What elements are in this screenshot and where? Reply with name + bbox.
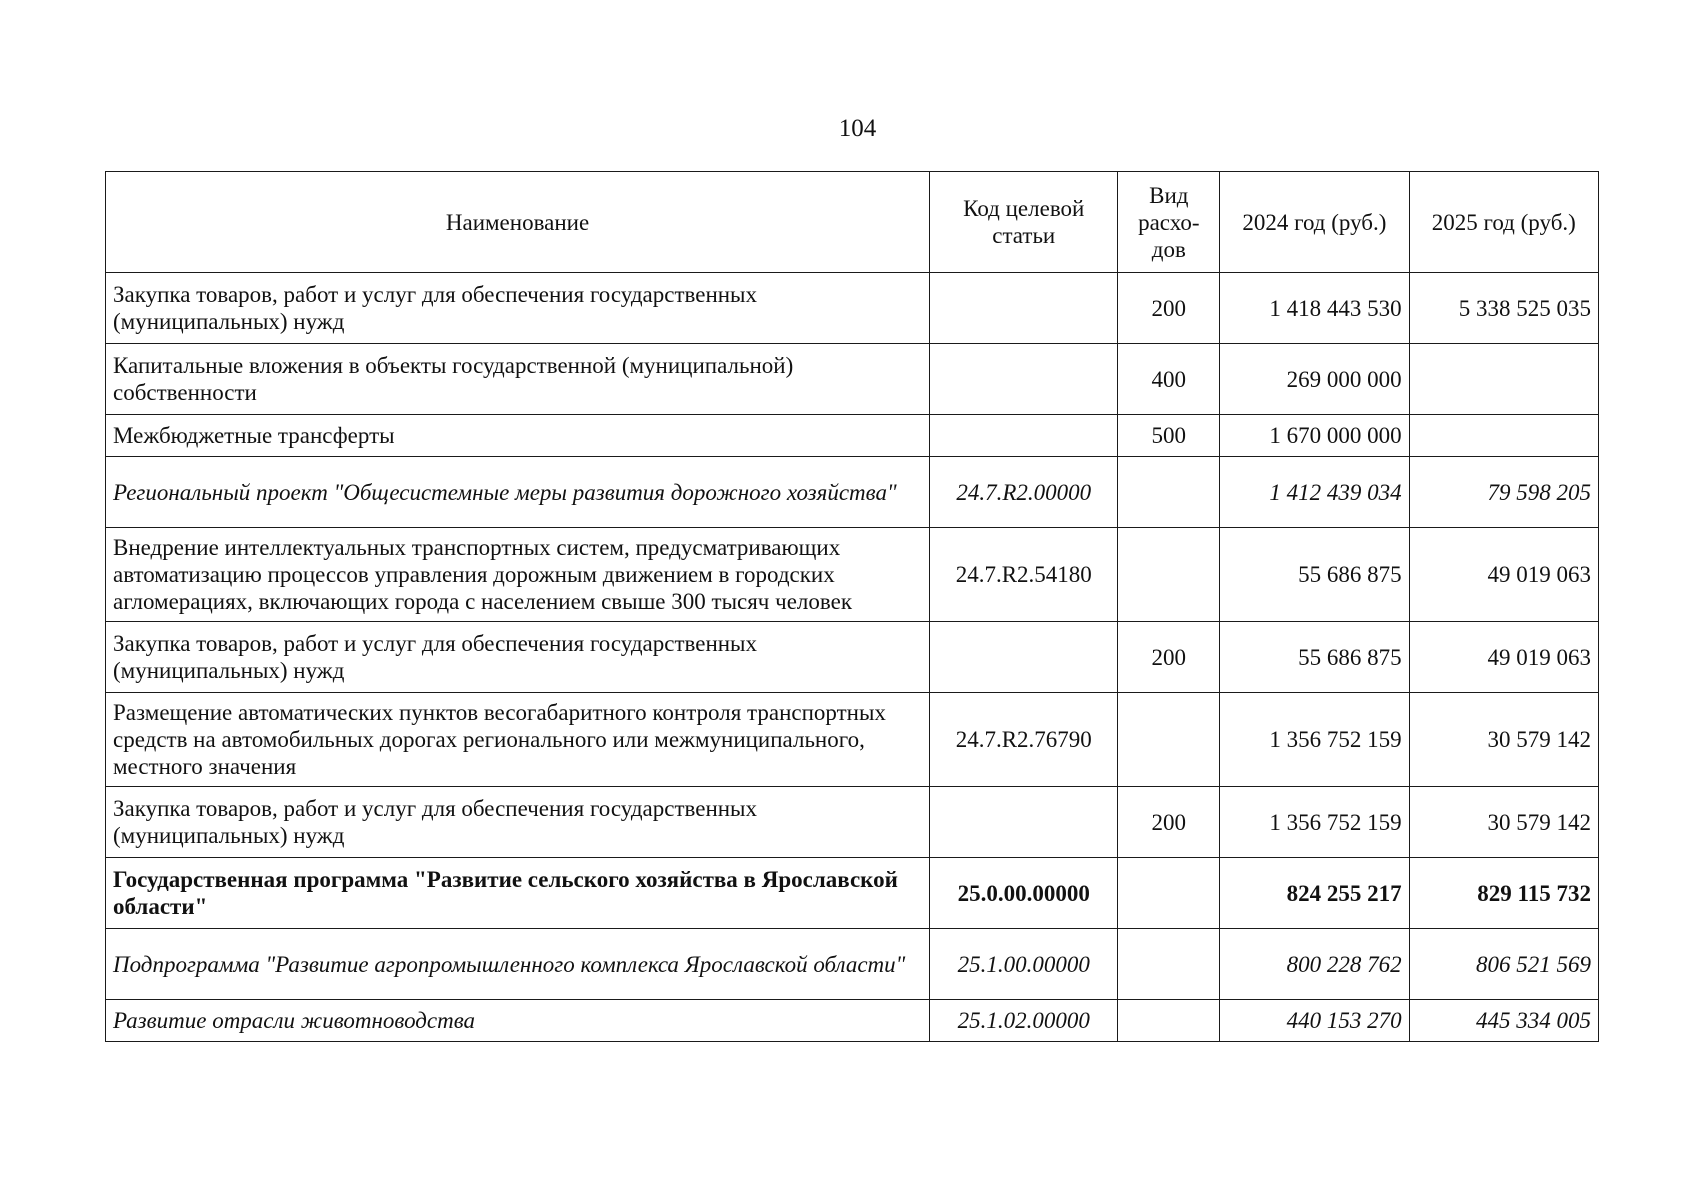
row-name: Внедрение интеллектуальных транспортных систем, предусматривающих автоматизацию процессов управления дорожным движением в городских агломерациях, включающих города с населением свыше 300 тысяч человек — [106, 528, 930, 622]
row-name: Межбюджетные трансферты — [106, 415, 930, 457]
table-row — [106, 693, 1599, 787]
row-code — [930, 787, 1118, 858]
table-row — [106, 1000, 1599, 1042]
row-kind: 500 — [1118, 415, 1220, 457]
row-name: Подпрограмма "Развитие агропромышленного комплекса Ярославской области" — [106, 929, 930, 1000]
table-row — [106, 929, 1599, 1000]
row-kind — [1118, 693, 1220, 787]
row-code — [930, 622, 1118, 693]
row-2024: 800 228 762 — [1220, 929, 1409, 1000]
row-kind — [1118, 457, 1220, 528]
row-kind: 400 — [1118, 344, 1220, 415]
row-code: 24.7.R2.00000 — [930, 457, 1118, 528]
row-2025: 445 334 005 — [1409, 1000, 1598, 1042]
row-2025 — [1409, 344, 1598, 415]
table-row — [106, 622, 1599, 693]
header-code: Код целевой статьи — [930, 172, 1118, 273]
header-name: Наименование — [106, 172, 930, 273]
table-row — [106, 344, 1599, 415]
table-row — [106, 415, 1599, 457]
row-2024: 55 686 875 — [1220, 622, 1409, 693]
row-kind — [1118, 929, 1220, 1000]
row-name: Государственная программа "Развитие сельского хозяйства в Ярославской области" — [106, 858, 930, 929]
row-2024: 1 670 000 000 — [1220, 415, 1409, 457]
row-kind: 200 — [1118, 622, 1220, 693]
row-name: Закупка товаров, работ и услуг для обеспечения государственных (муниципальных) нужд — [106, 622, 930, 693]
row-2025: 806 521 569 — [1409, 929, 1598, 1000]
row-2024: 824 255 217 — [1220, 858, 1409, 929]
row-code: 25.1.00.00000 — [930, 929, 1118, 1000]
row-2025: 79 598 205 — [1409, 457, 1598, 528]
budget-table — [105, 171, 1599, 1042]
row-kind — [1118, 1000, 1220, 1042]
header-kind: Вид расхо-дов — [1118, 172, 1220, 273]
row-name: Размещение автоматических пунктов весогабаритного контроля транспортных средств на автомобильных дорогах регионального или межмуниципального, местного значения — [106, 693, 930, 787]
table-row — [106, 273, 1599, 344]
row-code: 24.7.R2.54180 — [930, 528, 1118, 622]
row-2025 — [1409, 415, 1598, 457]
row-kind: 200 — [1118, 273, 1220, 344]
table-header-row — [106, 172, 1599, 273]
row-2024: 1 356 752 159 — [1220, 787, 1409, 858]
row-2025: 5 338 525 035 — [1409, 273, 1598, 344]
row-2024: 55 686 875 — [1220, 528, 1409, 622]
row-name: Закупка товаров, работ и услуг для обеспечения государственных (муниципальных) нужд — [106, 273, 930, 344]
table-row — [106, 787, 1599, 858]
row-2024: 269 000 000 — [1220, 344, 1409, 415]
row-2024: 1 356 752 159 — [1220, 693, 1409, 787]
row-kind — [1118, 528, 1220, 622]
page-number: 104 — [838, 115, 877, 142]
row-2025: 49 019 063 — [1409, 528, 1598, 622]
row-code: 25.0.00.00000 — [930, 858, 1118, 929]
header-2024: 2024 год (руб.) — [1220, 172, 1409, 273]
table-row — [106, 457, 1599, 528]
row-name: Развитие отрасли животноводства — [106, 1000, 930, 1042]
table-row — [106, 858, 1599, 929]
row-code — [930, 344, 1118, 415]
row-name: Закупка товаров, работ и услуг для обеспечения государственных (муниципальных) нужд — [106, 787, 930, 858]
header-2025: 2025 год (руб.) — [1409, 172, 1598, 273]
row-2025: 829 115 732 — [1409, 858, 1598, 929]
row-2024: 1 418 443 530 — [1220, 273, 1409, 344]
row-2025: 30 579 142 — [1409, 693, 1598, 787]
row-kind: 200 — [1118, 787, 1220, 858]
table-row — [106, 528, 1599, 622]
row-2024: 440 153 270 — [1220, 1000, 1409, 1042]
row-code — [930, 273, 1118, 344]
row-code: 25.1.02.00000 — [930, 1000, 1118, 1042]
row-name: Региональный проект "Общесистемные меры развития дорожного хозяйства" — [106, 457, 930, 528]
row-2024: 1 412 439 034 — [1220, 457, 1409, 528]
row-code — [930, 415, 1118, 457]
row-2025: 30 579 142 — [1409, 787, 1598, 858]
row-2025: 49 019 063 — [1409, 622, 1598, 693]
row-kind — [1118, 858, 1220, 929]
row-code: 24.7.R2.76790 — [930, 693, 1118, 787]
row-name: Капитальные вложения в объекты государственной (муниципальной) собственности — [106, 344, 930, 415]
